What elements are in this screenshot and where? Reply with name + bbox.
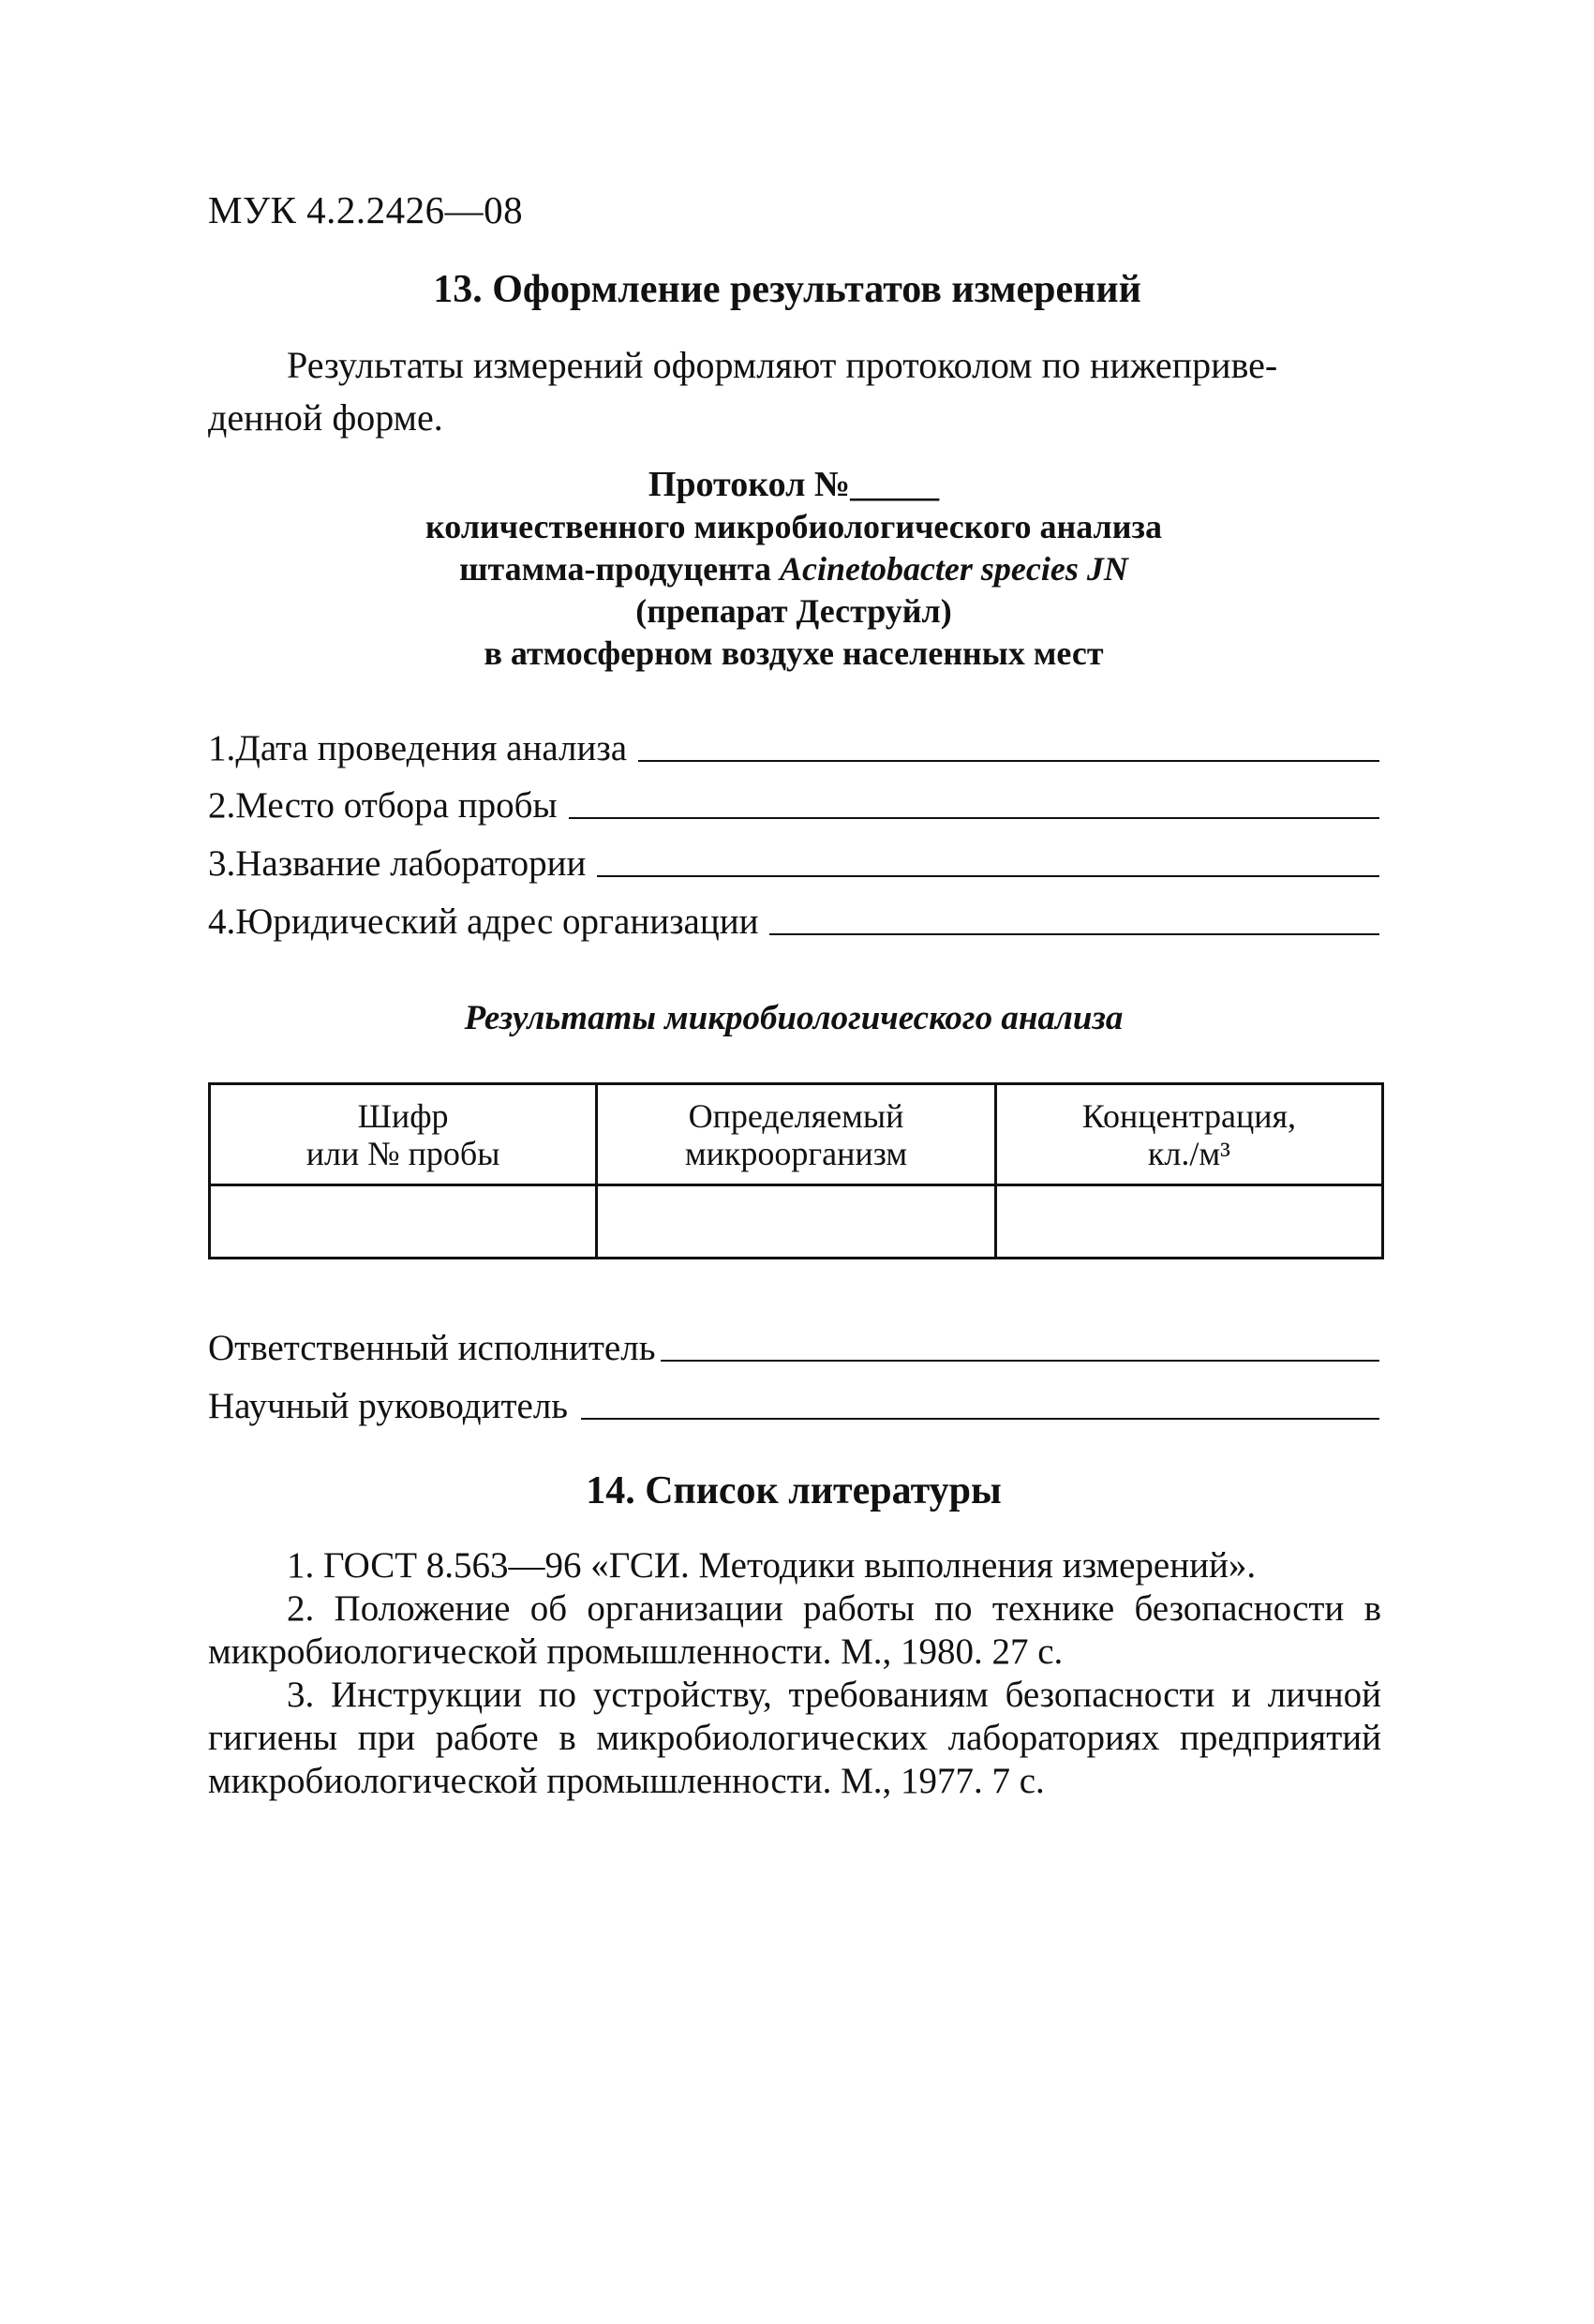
section-14-title: 14. Список литературы	[586, 1469, 1002, 1512]
field-label: 2.Место отбора пробы	[208, 785, 558, 826]
field-legal-address	[208, 890, 1379, 943]
reference-item: 2. Положение об организации работы по технике безопасности в микробиологической промышленности. М., 1980. 27 с.	[208, 1588, 1381, 1672]
section-13-title: 13. Оформление результатов измерений	[433, 268, 1141, 311]
results-table	[208, 1082, 1384, 1259]
protocol-number: Протокол №_____	[648, 465, 940, 504]
paragraph-line-1	[208, 339, 1379, 392]
protocol-header	[208, 464, 1379, 675]
paragraph-text-1: Результаты измерений оформляют протоколом по нижеприве-	[287, 344, 1278, 386]
column-header-line: кл./м³	[1147, 1134, 1230, 1172]
column-header-line: или № пробы	[305, 1134, 500, 1172]
signature-label: Ответственный исполнитель	[208, 1328, 656, 1368]
field-laboratory-name	[208, 832, 1379, 885]
column-header-concentration	[995, 1084, 1382, 1185]
paragraph-line-2: денной форме.	[208, 396, 443, 439]
field-blank-line[interactable]	[769, 933, 1379, 935]
protocol-subtitle-1: количественного микробиологического анализа	[425, 508, 1162, 545]
signature-label: Научный руководитель	[208, 1386, 569, 1426]
field-sampling-place	[208, 774, 1379, 827]
protocol-subtitle-4: в атмосферном воздухе населенных мест	[484, 634, 1104, 672]
references-list	[208, 1544, 1381, 1803]
column-header-sample-code	[210, 1084, 597, 1185]
table-row	[210, 1185, 1383, 1259]
field-label: 4.Юридический адрес организации	[208, 901, 759, 942]
table-cell-empty[interactable]	[597, 1185, 996, 1259]
column-header-line: микроорганизм	[684, 1134, 908, 1172]
field-label: 1.Дата проведения анализа	[208, 728, 628, 768]
strain-name: Acinetobacter species JN	[779, 550, 1128, 588]
column-header-line: Концентрация,	[1081, 1096, 1297, 1135]
reference-item: 1. ГОСТ 8.563—96 «ГСИ. Методики выполнения измерений».	[287, 1545, 1257, 1586]
protocol-subtitle-3: (препарат Деструйл)	[635, 592, 952, 630]
signature-blank-line[interactable]	[661, 1360, 1379, 1362]
signature-executor	[208, 1317, 1379, 1369]
table-header-row	[210, 1084, 1383, 1185]
table-cell-empty[interactable]	[210, 1185, 597, 1259]
protocol-subtitle-2	[208, 548, 1379, 590]
column-header-microorganism	[597, 1084, 996, 1185]
column-header-line: Определяемый	[688, 1096, 904, 1135]
signature-blank-line[interactable]	[581, 1418, 1379, 1420]
strain-prefix: штамма-продуцента	[459, 550, 780, 588]
field-label: 3.Название лаборатории	[208, 843, 587, 884]
reference-item: 3. Инструкции по устройству, требованиям безопасности и личной гигиены при работе в микробиологических лабораториях предприятий микробиологической промышленности. М., 1977. 7 с.	[208, 1675, 1381, 1801]
column-header-line: Шифр	[357, 1096, 449, 1135]
field-analysis-date	[208, 717, 1379, 769]
section-13-paragraph	[208, 339, 1379, 444]
signature-supervisor	[208, 1375, 1379, 1427]
field-blank-line[interactable]	[569, 817, 1379, 819]
field-blank-line[interactable]	[638, 760, 1379, 762]
document-code: МУК 4.2.2426—08	[208, 188, 524, 231]
results-table-title: Результаты микробиологического анализа	[464, 999, 1124, 1037]
table-cell-empty[interactable]	[995, 1185, 1382, 1259]
field-blank-line[interactable]	[597, 875, 1379, 877]
